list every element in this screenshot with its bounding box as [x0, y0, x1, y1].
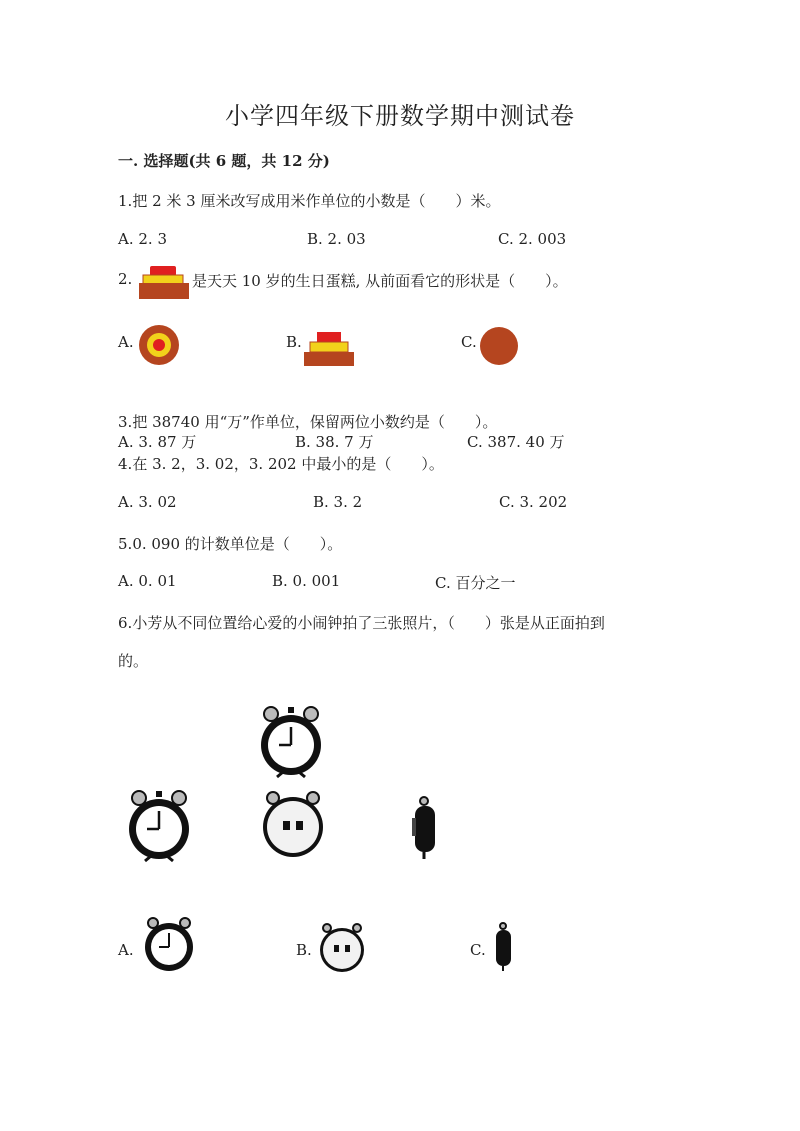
q6-option-a[interactable]: A. [118, 941, 134, 959]
question-2-number: 2. [118, 270, 133, 288]
q2-option-b[interactable]: B. [286, 333, 302, 351]
cake-top-view-image [138, 324, 180, 366]
cake-image [138, 264, 190, 304]
cake-side-view-image [479, 326, 519, 366]
q4-option-c[interactable]: C. 3. 202 [499, 493, 568, 511]
question-2-text: 是天天 10 岁的生日蛋糕, 从前面看它的形状是（ ）。 [192, 272, 568, 290]
question-text: 0. 090 的计数单位是（ ）。 [132, 535, 343, 553]
question-text: 把 2 米 3 厘米改写成用米作单位的小数是（ ）米。 [132, 192, 501, 210]
question-6 [118, 612, 605, 633]
q4-option-a[interactable]: A. 3. 02 [118, 493, 177, 511]
question-text: 把 38740 用“万”作单位，保留两位小数约是（ ）。 [132, 413, 498, 431]
q3-option-c[interactable]: C. 387. 40 万 [467, 433, 565, 451]
page-title: 小学四年级下册数学期中测试卷 [225, 102, 575, 130]
question-3 [118, 411, 497, 432]
question-5 [118, 533, 342, 554]
q2-option-a[interactable]: A. [118, 333, 134, 351]
section-heading: 一. 选择题(共 6 题，共 12 分) [118, 152, 330, 170]
question-number: 4. [118, 455, 133, 473]
q5-option-a[interactable]: A. 0. 01 [118, 572, 177, 590]
clock-back-option-image [318, 923, 366, 973]
question-number: 5. [118, 535, 133, 553]
cake-front-view-image [303, 331, 355, 367]
clock-front-option-image [142, 917, 196, 973]
question-number: 1. [118, 192, 133, 210]
q1-option-b[interactable]: B. 2. 03 [307, 230, 366, 248]
question-number: 3. [118, 413, 133, 431]
q2-option-c[interactable]: C. [461, 333, 477, 351]
question-6-continued: 的。 [118, 652, 149, 670]
q6-option-b[interactable]: B. [296, 941, 312, 959]
question-text: 在 3. 2，3. 02，3. 202 中最小的是（ ）。 [132, 455, 444, 473]
question-text: 小芳从不同位置给心爱的小闹钟拍了三张照片，（ ）张是从正面拍到 [132, 614, 605, 632]
clock-side-option-image [492, 922, 514, 972]
question-1 [118, 190, 500, 211]
clock-side-photo [410, 796, 440, 860]
q3-option-b[interactable]: B. 38. 7 万 [295, 433, 374, 451]
q6-option-c[interactable]: C. [470, 941, 486, 959]
q3-option-a[interactable]: A. 3. 87 万 [118, 433, 197, 451]
question-4 [118, 453, 444, 474]
clock-front-photo [257, 706, 325, 778]
clock-front-photo-2 [125, 790, 193, 862]
question-number: 6. [118, 614, 133, 632]
q1-option-c[interactable]: C. 2. 003 [498, 230, 567, 248]
q1-option-a[interactable]: A. 2. 3 [118, 230, 167, 248]
q4-option-b[interactable]: B. 3. 2 [313, 493, 363, 511]
q5-option-b[interactable]: B. 0. 001 [272, 572, 341, 590]
q5-option-c[interactable]: C. 百分之一 [435, 574, 516, 592]
clock-back-photo [260, 790, 326, 858]
